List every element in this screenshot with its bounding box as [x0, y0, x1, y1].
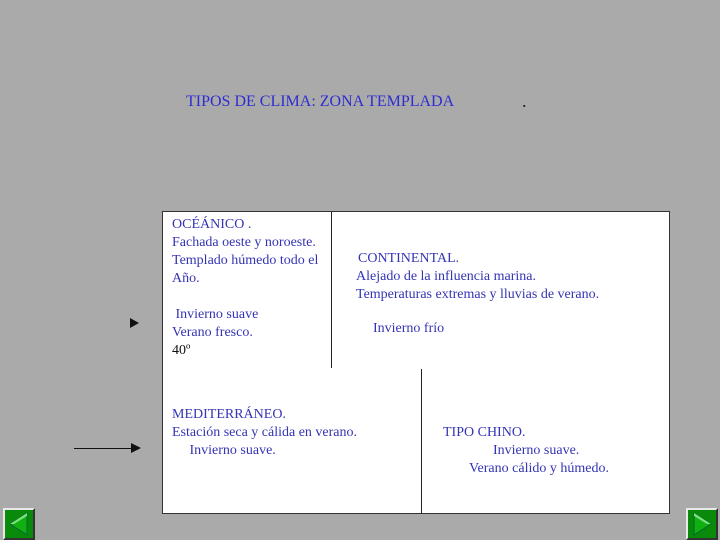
- chinese-heading: TIPO CHINO.: [443, 425, 526, 440]
- continental-heading: CONTINENTAL.: [358, 251, 460, 266]
- chinese-section: [443, 424, 609, 478]
- oceanic-heading: OCÉÁNICO .: [172, 217, 252, 232]
- vertical-divider-top: [331, 212, 332, 368]
- previous-slide-button[interactable]: [3, 508, 35, 540]
- page-title: TIPOS DE CLIMA: ZONA TEMPLADA: [186, 93, 455, 110]
- continental-winter: Invierno frío: [373, 321, 445, 336]
- title-dot: .: [522, 91, 527, 111]
- oceanic-line: Año.: [172, 271, 200, 286]
- arrow-head-icon: [131, 443, 141, 453]
- chinese-line: Invierno suave.: [493, 443, 580, 458]
- vertical-divider-bottom: [421, 369, 422, 514]
- mediterranean-line: Invierno suave.: [172, 443, 276, 458]
- oceanic-winter: Invierno suave: [172, 307, 259, 322]
- arrow-shaft-icon: [74, 448, 136, 449]
- continental-section: [356, 250, 599, 304]
- bullet-marker-icon: [130, 318, 139, 328]
- mediterranean-heading: MEDITERRÁNEO.: [172, 407, 286, 422]
- continental-line: Temperaturas extremas y lluvias de verano.: [356, 287, 600, 302]
- oceanic-spacer: [172, 288, 318, 306]
- triangle-right-icon: [688, 510, 716, 538]
- triangle-left-icon: [5, 510, 33, 538]
- oceanic-line: Fachada oeste y noroeste.: [172, 235, 316, 250]
- mediterranean-section: [172, 406, 357, 460]
- oceanic-summer: Verano fresco.: [172, 325, 253, 340]
- next-slide-button[interactable]: [686, 508, 718, 540]
- chinese-line: Verano cálido y húmedo.: [469, 461, 609, 476]
- continental-line: Alejado de la influencia marina.: [356, 269, 536, 284]
- oceanic-line: Templado húmedo todo el: [172, 253, 319, 268]
- mediterranean-line: Estación seca y cálida en verano.: [172, 425, 358, 440]
- oceanic-section: [172, 216, 318, 360]
- latitude-label: 40º: [172, 343, 191, 358]
